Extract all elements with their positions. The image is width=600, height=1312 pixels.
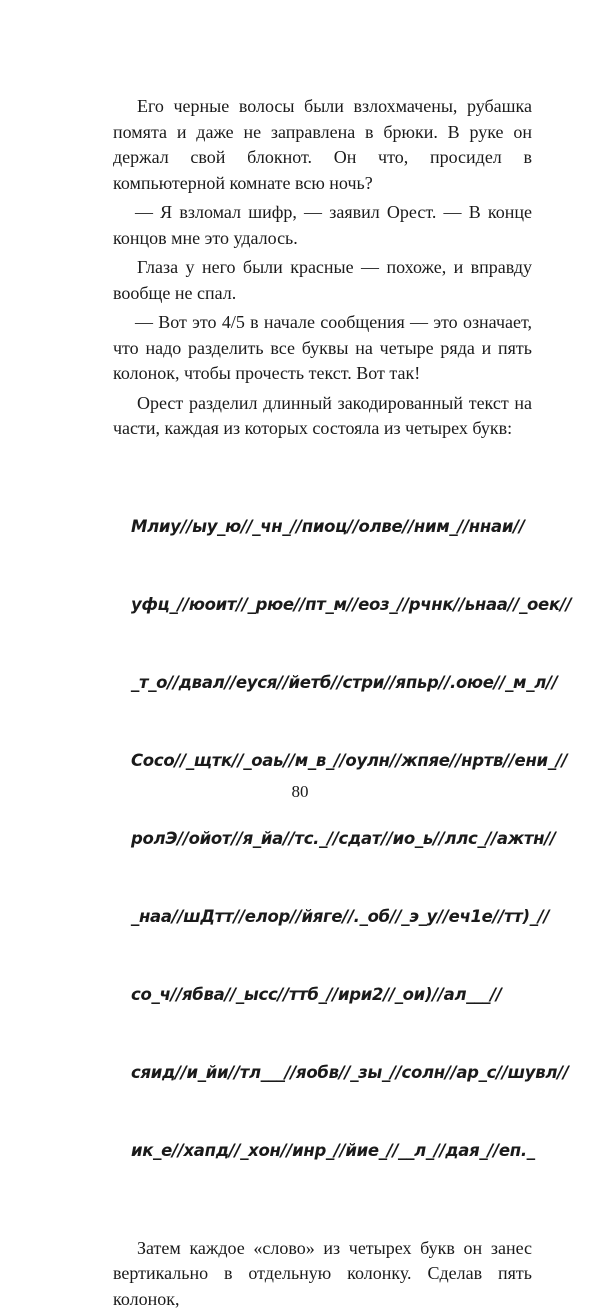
dialogue-four-fifths: — Вот это 4/5 в начале сообщения — это означает, что надо разделить все буквы на четыре ряда и пять колонок, чтобы прочесть текст. Вот так! — [113, 310, 532, 387]
paragraph-divided-text: Орест разделил длинный закодированный текст на части, каждая из которых состояла из четырех букв: — [113, 391, 532, 442]
dialogue-cipher-broken: — Я взломал шифр, — заявил Орест. — В конце концов мне это удалось. — [113, 200, 532, 251]
cipher-line: уфц_//юоит//_рюе//пт_м//еоз_//рчнк//ьнаа//_оек// — [131, 592, 532, 618]
cipher-line: со_ч//ябва//_ысс//ттб_//ири2//_ои)//ал___// — [131, 982, 532, 1008]
cipher-line: Сосо//_щтк//_оаь//м_в_//оулн//жпяе//нртв//ени_// — [131, 748, 532, 774]
body-text — [113, 94, 532, 1312]
cipher-line: ролЭ//ойот//я_йа//тс._//сдат//ио_ь//ллс_//ажтн// — [131, 826, 532, 852]
cipher-line: _т_о//двал//еуся//йетб//стри//япьр//.оюе//_м_л// — [131, 670, 532, 696]
paragraph-hair: Его черные волосы были взлохмачены, рубашка помята и даже не заправлена в брюки. В руке он держал свой блокнот. Он что, просидел в компьютерной комнате всю ночь? — [113, 94, 532, 196]
paragraph-columns: Затем каждое «слово» из четырех букв он занес вертикально в отдельную колонку. Сделав пять колонок, — [113, 1236, 532, 1312]
cipher-line: Млиу//ыу_ю//_чн_//пиоц//олве//ним_//ннаи// — [131, 514, 532, 540]
cipher-line: _наа//шДтт//елор//йяге//._об//_э_у//еч1е//тт)_// — [131, 904, 532, 930]
cipher-line: ик_е//хапд//_хон//инр_//йие_//__л_//дая_//еп._ — [131, 1138, 532, 1164]
cipher-block — [131, 462, 532, 1216]
page-number: 80 — [0, 782, 600, 802]
paragraph-red-eyes: Глаза у него были красные — похоже, и вправду вообще не спал. — [113, 255, 532, 306]
cipher-line: сяид//и_йи//тл___//яобв//_зы_//солн//ар_с//шувл// — [131, 1060, 532, 1086]
